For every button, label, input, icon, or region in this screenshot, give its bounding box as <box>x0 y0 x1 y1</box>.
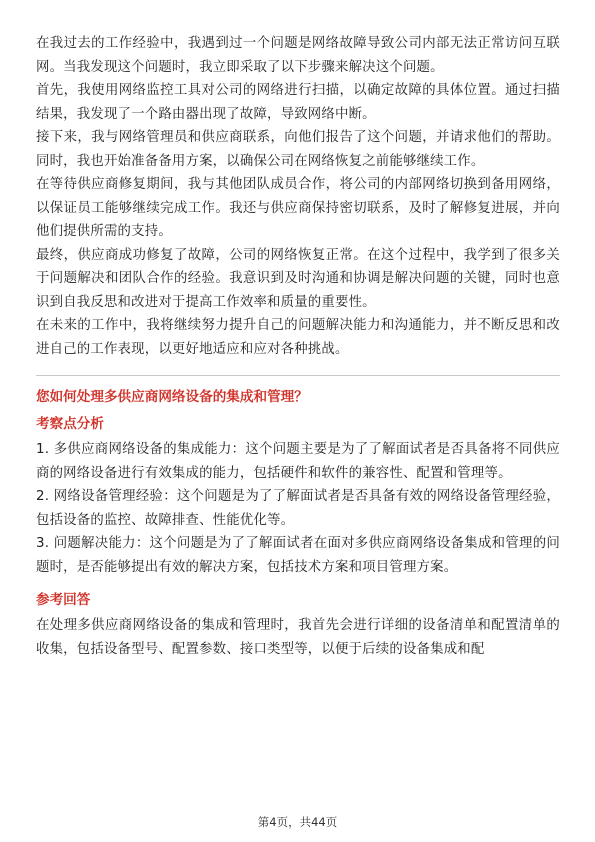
intro-paragraph: 接下来，我与网络管理员和供应商联系，向他们报告了这个问题，并请求他们的帮助。同时，我也开始准备备用方案，以确保公司在网络恢复之前能够继续工作。 <box>36 130 560 169</box>
intro-paragraph: 在我过去的工作经验中，我遇到过一个问题是网络故障导致公司内部无法正常访问互联网。当我发现这个问题时，我立即采取了以下步骤来解决这个问题。 <box>36 36 560 75</box>
analysis-item: 3. 问题解决能力：这个问题是为了了解面试者在面对多供应商网络设备集成和管理的问题时，是否能够提出有效的解决方案，包括技术方案和项目管理方案。 <box>36 536 560 575</box>
analysis-item: 1. 多供应商网络设备的集成能力：这个问题主要是为了了解面试者是否具备将不同供应商的网络设备进行有效集成的能力，包括硬件和软件的兼容性、配置和管理等。 <box>36 442 560 481</box>
page-number: 第4页，共44页 <box>257 815 338 829</box>
intro-paragraph: 在等待供应商修复期间，我与其他团队成员合作，将公司的内部网络切换到备用网络，以保证员工能够继续完成工作。我还与供应商保持密切联系，及时了解修复进展，并向他们提供所需的支持。 <box>36 177 560 239</box>
intro-paragraph: 首先，我使用网络监控工具对公司的网络进行扫描，以确定故障的具体位置。通过扫描结果，我发现了一个路由器出现了故障，导致网络中断。 <box>36 83 560 122</box>
spacer <box>36 579 560 589</box>
intro-paragraph: 最终，供应商成功修复了故障，公司的网络恢复正常。在这个过程中，我学到了很多关于问题解决和团队合作的经验。我意识到及时沟通和协调是解决问题的关键，同时也意识到自我反思和改进对于提高工作效率和质量的重要性。 <box>36 247 560 310</box>
question-heading: 您如何处理多供应商网络设备的集成和管理？ <box>36 389 308 405</box>
analysis-heading: 考察点分析 <box>36 416 104 432</box>
answer-paragraph: 在处理多供应商网络设备的集成和管理时，我首先会进行详细的设备清单和配置清单的收集，包括设备型号、配置参数、接口类型等，以便于后续的设备集成和配 <box>36 618 560 657</box>
intro-paragraph: 在未来的工作中，我将继续努力提升自己的问题解决能力和沟通能力，并不断反思和改进自己的工作表现，以更好地适应和应对各种挑战。 <box>36 318 560 357</box>
answer-heading: 参考回答 <box>36 592 91 608</box>
analysis-item: 2. 网络设备管理经验：这个问题是为了了解面试者是否具备有效的网络设备管理经验，包括设备的监控、故障排查、性能优化等。 <box>36 489 560 528</box>
section-divider <box>36 375 560 376</box>
page-content <box>36 32 560 661</box>
